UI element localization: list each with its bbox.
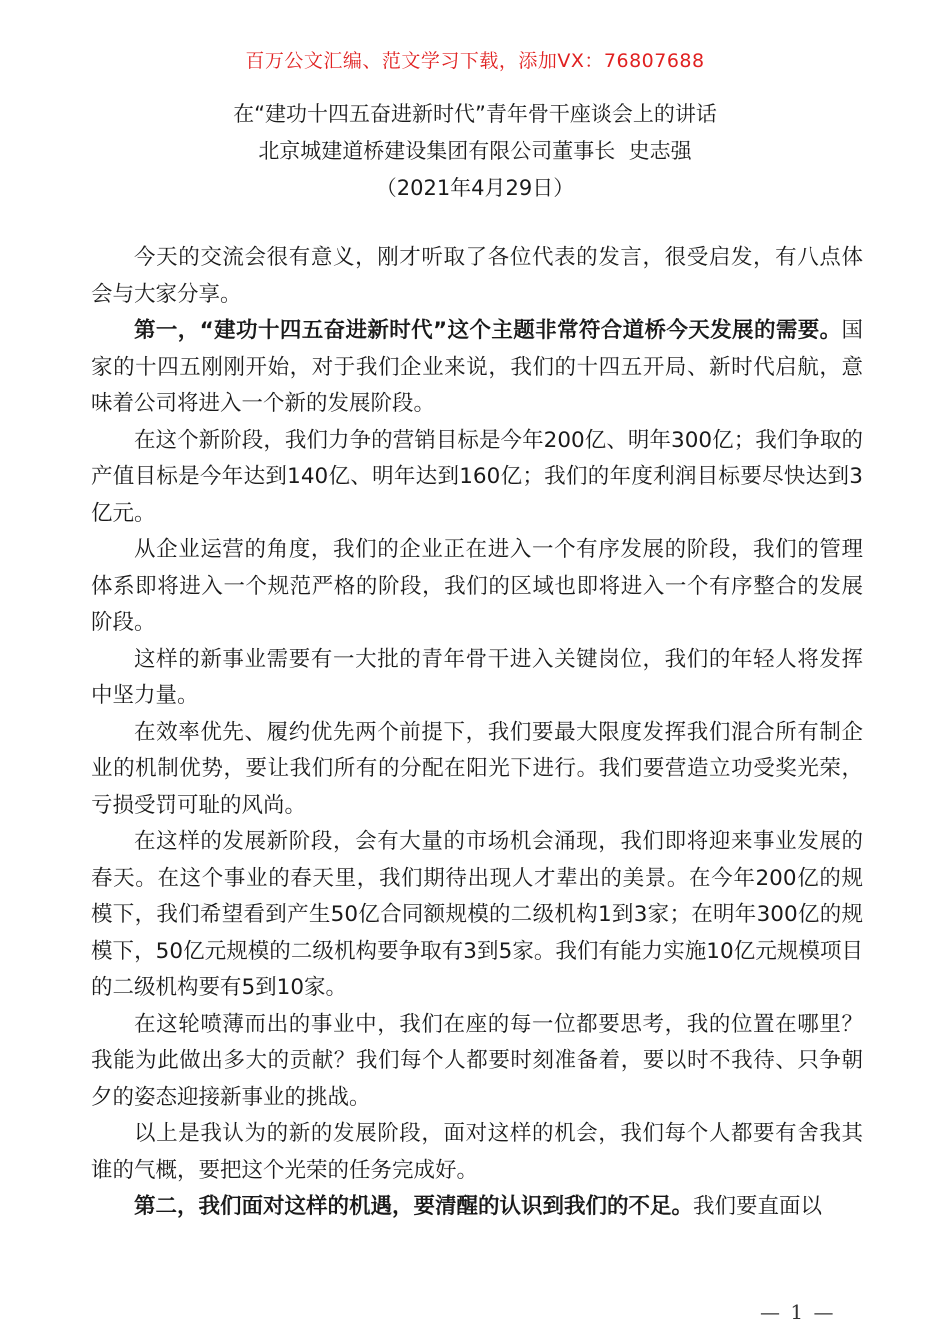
paragraph bbox=[91, 824, 863, 1007]
watermark-text: 百万公文汇编、范文学习下载，添加VX：76807688 bbox=[245, 50, 705, 72]
paragraph bbox=[91, 532, 863, 642]
paragraph-bold-lead: 第二，我们面对这样的机遇，要清醒的认识到我们的不足。 bbox=[134, 1194, 694, 1219]
paragraph bbox=[91, 715, 863, 825]
paragraph-text: 国家的十四五刚刚开始，对于我们企业来说，我们的十四五开局、新时代启航，意味着公司将进入一个新的发展阶段。 bbox=[91, 318, 863, 416]
paragraph-text: 我们要直面以 bbox=[693, 1194, 823, 1219]
speech-date: （2021年4月29日） bbox=[375, 176, 575, 200]
paragraph bbox=[91, 313, 863, 423]
paragraph bbox=[91, 642, 863, 715]
paragraph-text: 以上是我认为的新的发展阶段，面对这样的机会，我们每个人都要有舍我其谁的气概，要把这个光荣的任务完成好。 bbox=[91, 1121, 863, 1183]
paragraph bbox=[91, 240, 863, 313]
paragraph-bold-lead: 第一，“建功十四五奋进新时代”这个主题非常符合道桥今天发展的需要。 bbox=[134, 318, 842, 343]
paragraph bbox=[91, 1116, 863, 1189]
paragraph-text: 在这样的发展新阶段，会有大量的市场机会涌现，我们即将迎来事业发展的春天。在这个事业的春天里，我们期待出现人才辈出的美景。在今年200亿的规模下，我们希望看到产生50亿合同额规模的二级机构1到3家；在明年300亿的规模下，50亿元规模的二级机构要争取有3到5家。我们有能力实施10亿元规模项目的二级机构要有5到10家。 bbox=[91, 829, 863, 1000]
page-number: — 1 — bbox=[760, 1300, 836, 1324]
paragraph-text: 今天的交流会很有意义，刚才听取了各位代表的发言，很受启发，有八点体会与大家分享。 bbox=[91, 245, 863, 307]
speaker-line: 北京城建道桥建设集团有限公司董事长 史志强 bbox=[258, 139, 692, 163]
speech-body bbox=[91, 240, 863, 1226]
paragraph-text: 这样的新事业需要有一大批的青年骨干进入关键岗位，我们的年轻人将发挥中坚力量。 bbox=[91, 646, 863, 708]
paragraph bbox=[91, 1189, 863, 1226]
paragraph-text: 在这个新阶段，我们力争的营销目标是今年200亿、明年300亿；我们争取的产值目标是今年达到140亿、明年达到160亿；我们的年度利润目标要尽快达到3亿元。 bbox=[91, 427, 863, 526]
paragraph-text: 从企业运营的角度，我们的企业正在进入一个有序发展的阶段，我们的管理体系即将进入一个规范严格的阶段，我们的区域也即将进入一个有序整合的发展阶段。 bbox=[91, 537, 863, 635]
speech-title: 在“建功十四五奋进新时代”青年骨干座谈会上的讲话 bbox=[233, 102, 717, 126]
paragraph-text: 在效率优先、履约优先两个前提下，我们要最大限度发挥我们混合所有制企业的机制优势，要让我们所有的分配在阳光下进行。我们要营造立功受奖光荣，亏损受罚可耻的风尚。 bbox=[91, 719, 863, 818]
paragraph bbox=[91, 1007, 863, 1117]
paragraph bbox=[91, 423, 863, 533]
title-block bbox=[0, 96, 950, 207]
paragraph-text: 在这轮喷薄而出的事业中，我们在座的每一位都要思考，我的位置在哪里？我能为此做出多大的贡献？我们每个人都要时刻准备着，要以时不我待、只争朝夕的姿态迎接新事业的挑战。 bbox=[91, 1011, 863, 1110]
